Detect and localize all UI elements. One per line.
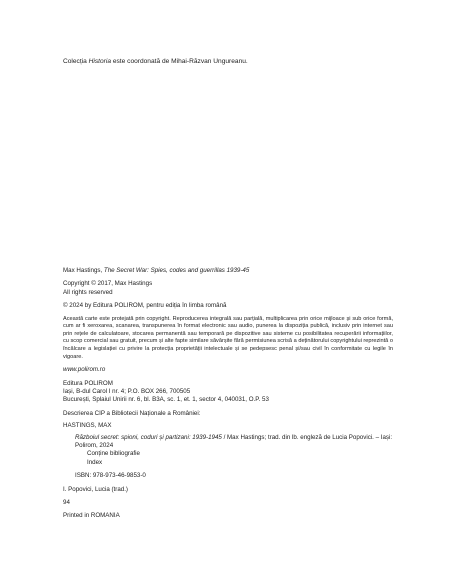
cip-heading: Descrierea CIP a Bibliotecii Naționale a României: [63, 409, 201, 417]
original-copyright: Copyright © 2017, Max Hastings [63, 280, 153, 288]
publisher-bucuresti-address: București, Splaiul Unirii nr. 6, bl. B3A, sc. 1, et. 1, sector 4, 040031, O.P. 53 [63, 396, 269, 404]
printed-in: Printed in ROMANIA [63, 512, 120, 520]
cip-entry [63, 434, 393, 451]
original-title: The Secret War: Spies, codes and guerrillas 1939-45 [103, 267, 250, 274]
legal-notice: Această carte este protejată prin copyright. Reproducerea integrală sau parțială, multiplicarea prin orice mijloace și sub orice formă, cum ar fi xeroxarea, scanarea, transpunerea în format electronic sau audio, punerea la dispoziția publică, inclusiv prin internet sau prin rețele de calculatoare, stocarea permanentă sau temporară pe dispozitive sau sisteme cu posibilitatea recuperării informațiilor, cu scop comercial sau gratuit, precum și alte fapte similare săvârșite fără permisiunea scrisă a deținătorului copyrightului reprezintă o încălcare a legislației cu privire la protecția proprietății intelectuale și se pedepsesc penal și/sau civil în conformitate cu legile în vigoare. [63, 315, 393, 360]
cip-note-index: Index [87, 458, 103, 466]
series-note-after: este coordonată de Mihai-Răzvan Ungureanu. [111, 58, 248, 65]
original-edition [63, 267, 393, 275]
cip-note-bibliography: Conține bibliografie [87, 450, 140, 458]
copyright-block [63, 267, 393, 521]
rights-reserved: All rights reserved [63, 288, 113, 296]
cip-author-heading: HASTINGS, MAX [63, 421, 112, 429]
cip-entry-rest: / Max Hastings; trad. din lb. engleză de Lucia Popovici. – Iași: Polirom, 2024 [75, 433, 393, 450]
romanian-copyright: © 2024 by Editura POLIROM, pentru ediția în limba română [63, 302, 227, 310]
series-coordinator-note [63, 57, 248, 66]
cip-translator: I. Popovici, Lucia (trad.) [63, 485, 128, 493]
publisher-iasi-address: Iași, B-dul Carol I nr. 4; P.O. BOX 266, 700505 [63, 388, 191, 395]
cip-entry-title: Războiul secret: spioni, coduri și partizani: 1939-1945 [75, 433, 222, 441]
series-name: Historia [88, 58, 112, 65]
original-author: Max Hastings, [63, 267, 104, 274]
cip-isbn: ISBN: 978-973-46-9853-0 [75, 472, 146, 480]
series-note-before: Colecția [63, 58, 89, 65]
cip-classification: 94 [63, 499, 70, 507]
publisher-name: Editura POLIROM [63, 379, 113, 387]
website-text: www.polirom.ro [63, 366, 106, 374]
website-link[interactable] [63, 366, 393, 374]
